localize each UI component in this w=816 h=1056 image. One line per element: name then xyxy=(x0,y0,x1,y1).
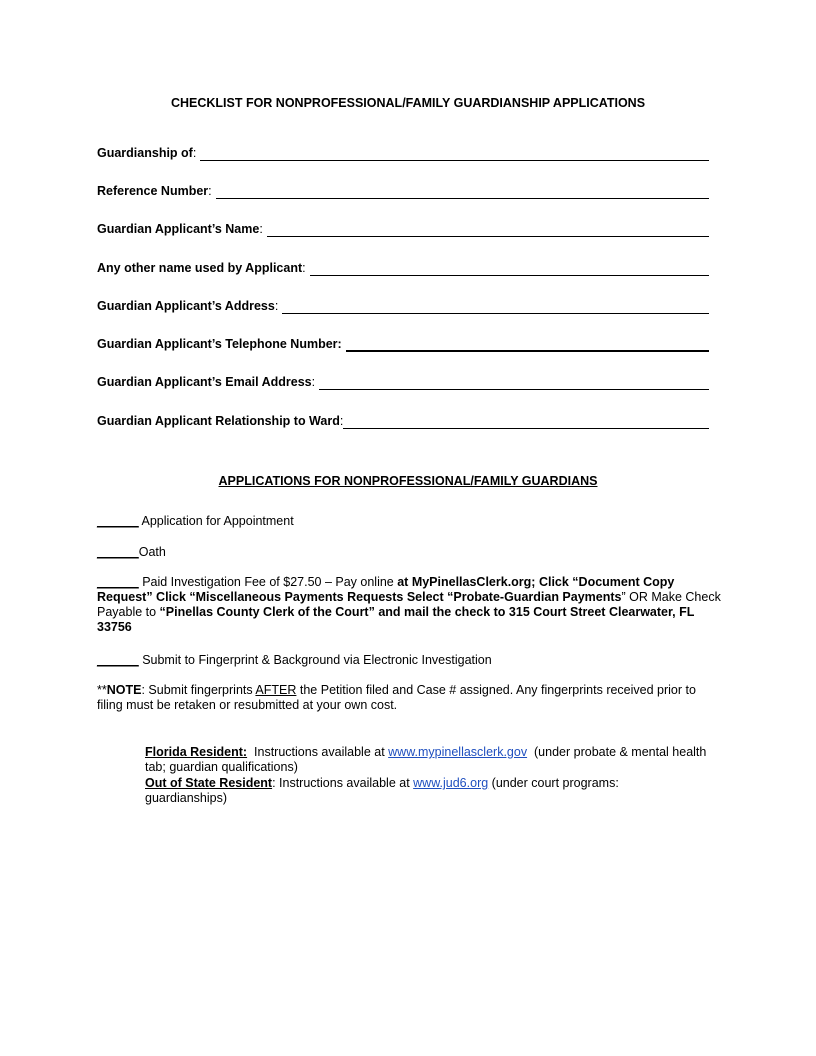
checklist-item-label: Oath xyxy=(138,545,166,559)
out-of-state-label: Out of State Resident xyxy=(145,776,273,790)
jud6-link[interactable]: www.jud6.org xyxy=(413,776,489,790)
checklist-item-label: Application for Appointment xyxy=(138,514,294,528)
applicant-telephone-input-line[interactable] xyxy=(346,338,709,352)
applicant-email-input-line[interactable] xyxy=(319,376,709,390)
checklist-item-application xyxy=(97,514,727,529)
reference-number-field[interactable]: Reference Number: xyxy=(97,181,709,199)
guardianship-of-input-line[interactable] xyxy=(200,147,709,161)
checklist-item-investigation-fee xyxy=(97,575,727,635)
payment-instructions: at MyPinellasClerk.org; Click “Document Copy Request” Click “Miscellaneous Payments Requests Select “Probate-Guardian Payments xyxy=(97,575,675,604)
applicant-email-field[interactable]: Guardian Applicant’s Email Address: xyxy=(97,372,709,390)
fingerprint-note: **NOTE: Submit fingerprints AFTER the Petition filed and Case # assigned. Any fingerprints received prior to filing must be retaken or resubmitted at your own cost. xyxy=(97,683,696,712)
checkbox-blank-line[interactable]: ______ xyxy=(97,545,139,559)
field-label: Guardian Applicant’s Address xyxy=(97,299,275,313)
checklist-item-label: Submit to Fingerprint & Background via Electronic Investigation xyxy=(138,653,492,667)
applicant-name-input-line[interactable] xyxy=(267,223,709,237)
field-label: Guardian Applicant’s Name xyxy=(97,222,260,236)
note-label: NOTE xyxy=(106,683,142,697)
applicant-name-field[interactable]: Guardian Applicant’s Name: xyxy=(97,219,709,237)
other-name-input-line[interactable] xyxy=(310,262,709,276)
field-label: Guardian Applicant’s Telephone Number: xyxy=(97,337,342,351)
relationship-to-ward-input-line[interactable] xyxy=(343,415,709,429)
field-label: Guardian Applicant’s Email Address xyxy=(97,375,312,389)
other-name-field[interactable]: Any other name used by Applicant: xyxy=(97,258,709,276)
page-title: CHECKLIST FOR NONPROFESSIONAL/FAMILY GUARDIANSHIP APPLICATIONS xyxy=(170,96,646,110)
out-of-state-instructions: Out of State Resident: Instructions available at www.jud6.org (under court programs: guardianships) xyxy=(145,776,619,805)
applicant-address-field[interactable]: Guardian Applicant’s Address: xyxy=(97,296,709,314)
checklist-item-oath xyxy=(97,545,727,560)
applicant-telephone-field[interactable] xyxy=(97,334,709,352)
checkbox-blank-line[interactable]: ______ xyxy=(97,514,139,528)
note-emphasis: AFTER xyxy=(255,683,297,697)
field-label: Guardian Applicant Relationship to Ward xyxy=(97,414,340,428)
field-label: Reference Number xyxy=(97,184,209,198)
florida-resident-label: Florida Resident: xyxy=(145,745,248,759)
relationship-to-ward-field[interactable]: Guardian Applicant Relationship to Ward: xyxy=(97,411,709,429)
fee-text: Paid Investigation Fee of $27.50 – Pay online xyxy=(138,575,398,589)
applicant-address-input-line[interactable] xyxy=(282,300,709,314)
section-title: APPLICATIONS FOR NONPROFESSIONAL/FAMILY GUARDIANS xyxy=(218,474,598,488)
field-label: Guardianship of xyxy=(97,146,193,160)
fee-text-or: ” OR Make Check Payable to xyxy=(97,590,721,619)
guardianship-of-field[interactable]: Guardianship of: xyxy=(97,143,709,161)
checklist-item-fingerprint xyxy=(97,653,727,668)
mailing-instructions: “Pinellas County Clerk of the Court” and mail the check to 315 Court Street Clearwater, FL 33756 xyxy=(97,605,695,634)
checkbox-blank-line[interactable]: ______ xyxy=(97,653,139,667)
florida-resident-instructions: Florida Resident: Instructions available at www.mypinellasclerk.gov (under probate & mental health tab; guardian qualifications) xyxy=(145,745,710,774)
checkbox-blank-line[interactable]: ______ xyxy=(97,575,139,589)
field-label: Any other name used by Applicant xyxy=(97,261,303,275)
reference-number-input-line[interactable] xyxy=(216,185,709,199)
mypinellasclerk-link[interactable]: www.mypinellasclerk.gov xyxy=(388,745,528,759)
